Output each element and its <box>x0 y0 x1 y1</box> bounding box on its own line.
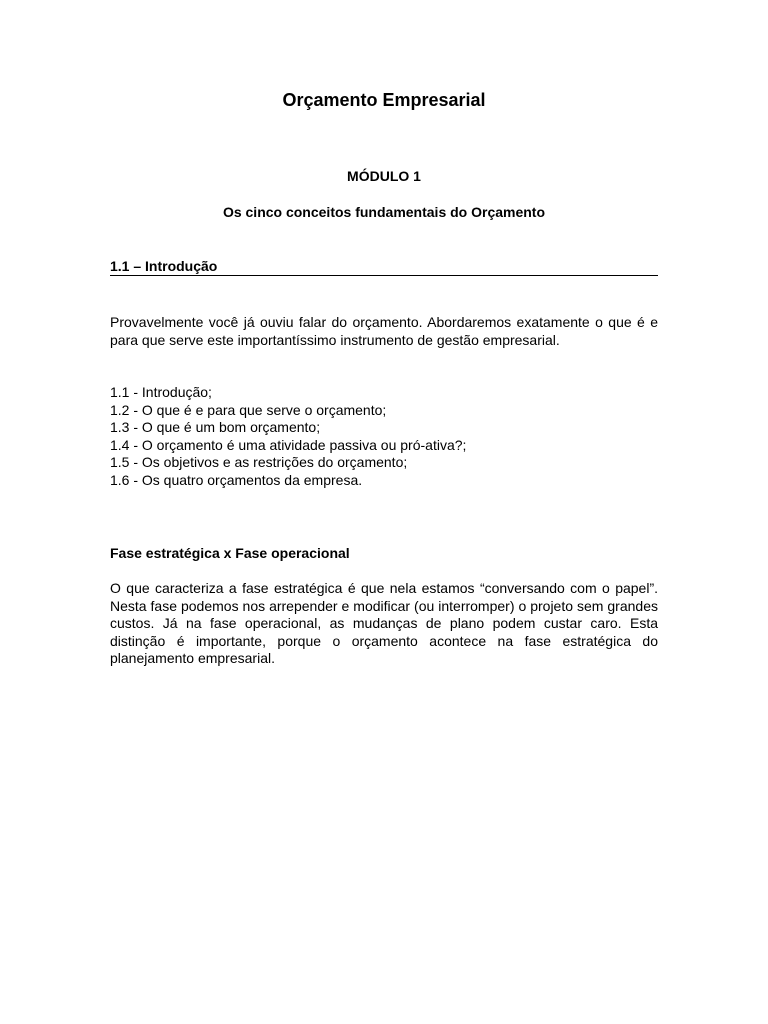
section-heading: 1.1 – Introdução <box>110 258 658 276</box>
topic-item: 1.2 - O que é e para que serve o orçamento; <box>110 401 387 418</box>
topic-item: 1.3 - O que é um bom orçamento; <box>110 419 321 435</box>
module-title: MÓDULO 1 <box>347 168 421 184</box>
topic-list <box>110 384 658 489</box>
module-subtitle: Os cinco conceitos fundamentais do Orçamento <box>222 204 546 220</box>
phase-paragraph: O que caracteriza a fase estratégica é que nela estamos “conversando com o papel”. Nesta fase podemos nos arrepender e modificar (ou interromper) o projeto sem grandes custos. Já na fase operacional, as mudanças de plano podem custar caro. Esta distinção é importante, porque o orçamento acontece na fase estratégica do planejamento empresarial. <box>110 580 658 666</box>
intro-paragraph: Provavelmente você já ouviu falar do orçamento. Abordaremos exatamente o que é e para que serve este importantíssimo instrumento de gestão empresarial. <box>110 314 658 348</box>
topic-item: 1.5 - Os objetivos e as restrições do orçamento; <box>110 454 408 470</box>
topic-item: 1.4 - O orçamento é uma atividade passiva ou pró-ativa?; <box>110 436 467 453</box>
topic-item: 1.1 - Introdução; <box>110 384 212 400</box>
topic-item: 1.6 - Os quatro orçamentos da empresa. <box>110 471 363 488</box>
document-title: Orçamento Empresarial <box>282 90 486 110</box>
subsection-heading: Fase estratégica x Fase operacional <box>110 545 350 561</box>
